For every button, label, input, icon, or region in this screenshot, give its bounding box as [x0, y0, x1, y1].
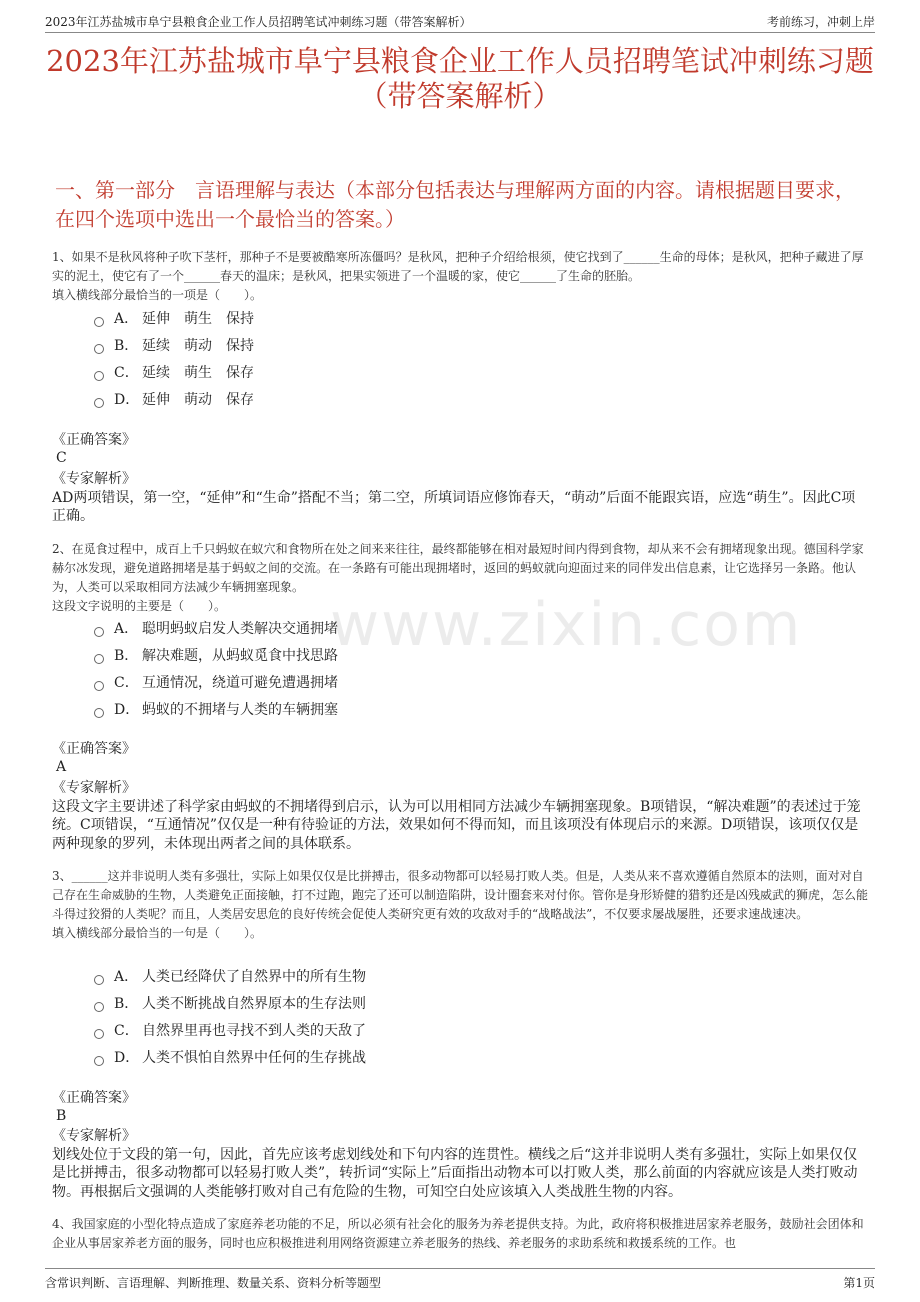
radio-icon[interactable] [94, 627, 104, 637]
question-2-analysis [52, 779, 868, 853]
question-1 [52, 248, 868, 305]
radio-icon[interactable] [94, 1002, 104, 1012]
option-b[interactable]: B． 延续 萌动 保持 [94, 332, 254, 359]
analysis-text: 这段文字主要讲述了科学家由蚂蚁的不拥堵得到启示，认为可以用相同方法减少车辆拥塞现象。B项错误，“解决难题”的表述过于笼统。C项错误，“互通情况”仅仅是一种有待验证的方法，效果如何不得而知，而且该项没有体现启示的来源。D项错误，该项仅仅是两种现象的罗列，未体现出两者之间的具体联系。 [52, 798, 861, 852]
option-text: 延续 萌动 保持 [142, 337, 254, 354]
option-d[interactable]: D． 延伸 萌动 保存 [94, 386, 254, 413]
header-doc-title: 2023年江苏盐城市阜宁县粮食企业工作人员招聘笔试冲刺练习题（带答案解析） [45, 15, 472, 29]
option-a[interactable]: A． 人类已经降伏了自然界中的所有生物 [94, 963, 366, 990]
option-c[interactable]: C． 互通情况，绕道可避免遭遇拥堵 [94, 669, 338, 696]
radio-icon[interactable] [94, 398, 104, 408]
question-2-options [94, 615, 338, 723]
radio-icon[interactable] [94, 344, 104, 354]
question-2-answer [52, 740, 868, 776]
analysis-label: 《专家解析》 [52, 471, 136, 487]
option-text: 人类已经降伏了自然界中的所有生物 [142, 968, 366, 985]
question-1-options [94, 305, 254, 413]
answer-value: A [56, 759, 67, 775]
option-text: 解决难题，从蚂蚁觅食中找思路 [142, 647, 338, 664]
option-text: 聪明蚂蚁启发人类解决交通拥堵 [142, 620, 338, 637]
option-c[interactable]: C． 延续 萌生 保存 [94, 359, 254, 386]
question-3-answer [52, 1089, 868, 1125]
page-header [45, 10, 875, 33]
option-a[interactable]: A． 延伸 萌生 保持 [94, 305, 254, 332]
answer-value: B [56, 1108, 67, 1124]
answer-label: 《正确答案》 [52, 1090, 136, 1106]
question-4 [52, 1215, 868, 1253]
question-1-answer [52, 431, 868, 467]
question-3-prompt: 填入横线部分最恰当的一句是（ ）。 [52, 926, 263, 940]
option-text: 互通情况，绕道可避免遭遇拥堵 [142, 674, 338, 691]
option-text: 蚂蚁的不拥堵与人类的车辆拥塞 [142, 701, 338, 718]
option-a[interactable]: A． 聪明蚂蚁启发人类解决交通拥堵 [94, 615, 338, 642]
question-4-text: 4、我国家庭的小型化特点造成了家庭养老功能的不足，所以必须有社会化的服务为养老提供支持。为此，政府将积极推进居家养老服务，鼓励社会团体和企业从事居家养老方面的服务，同时也应积极推进利用网络资源建立养老服务的热线、养老服务的求助系统和救援系统的工作。也 [52, 1217, 864, 1250]
option-text: 人类不断挑战自然界原本的生存法则 [142, 995, 366, 1012]
radio-icon[interactable] [94, 708, 104, 718]
radio-icon[interactable] [94, 371, 104, 381]
analysis-label: 《专家解析》 [52, 780, 136, 796]
radio-icon[interactable] [94, 1056, 104, 1066]
answer-label: 《正确答案》 [52, 741, 136, 757]
radio-icon[interactable] [94, 975, 104, 985]
option-d[interactable]: D． 蚂蚁的不拥堵与人类的车辆拥塞 [94, 696, 338, 723]
option-c[interactable]: C． 自然界里再也寻找不到人类的天敌了 [94, 1017, 366, 1044]
analysis-label: 《专家解析》 [52, 1128, 136, 1144]
radio-icon[interactable] [94, 317, 104, 327]
option-text: 延续 萌生 保存 [142, 364, 254, 381]
question-1-text: 1、如果不是秋风将种子吹下茎杆，那种子不是要被酷寒所冻僵吗？是秋风，把种子介绍给根须，使它找到了______生命的母体；是秋风，把种子藏进了厚实的泥土，使它有了一个______春天的温床；是秋风，把果实领进了一个温暖的家，使它______了生命的胚胎。 [52, 250, 864, 283]
option-b[interactable]: B． 人类不断挑战自然界原本的生存法则 [94, 990, 366, 1017]
footer-note: 含常识判断、言语理解、判断推理、数量关系、资料分析等题型 [45, 1276, 382, 1290]
radio-icon[interactable] [94, 1029, 104, 1039]
option-text: 延伸 萌生 保持 [142, 310, 254, 327]
option-text: 人类不惧怕自然界中任何的生存挑战 [142, 1049, 366, 1066]
section-heading: 一、第一部分 言语理解与表达（本部分包括表达与理解两方面的内容。请根据题目要求，在四个选项中选出一个最恰当的答案。） [55, 178, 855, 231]
radio-icon[interactable] [94, 681, 104, 691]
document-title: 2023年江苏盐城市阜宁县粮食企业工作人员招聘笔试冲刺练习题（带答案解析） [46, 44, 874, 113]
radio-icon[interactable] [94, 654, 104, 664]
answer-label: 《正确答案》 [52, 432, 136, 448]
answer-value: C [56, 450, 67, 466]
header-slogan: 考前练习，冲刺上岸 [766, 15, 875, 29]
question-2-prompt: 这段文字说明的主要是（ ）。 [52, 599, 227, 613]
analysis-text: AD两项错误，第一空，“延伸”和“生命”搭配不当；第二空，所填词语应修饰春天，“萌动”后面不能跟宾语，应选“萌生”。因此C项正确。 [52, 489, 856, 524]
question-2 [52, 540, 868, 616]
option-text: 自然界里再也寻找不到人类的天敌了 [142, 1022, 366, 1039]
question-3-analysis [52, 1127, 868, 1201]
option-d[interactable]: D． 人类不惧怕自然界中任何的生存挑战 [94, 1044, 366, 1071]
page-footer [45, 1268, 875, 1293]
question-3-text: 3、______这并非说明人类有多强壮，实际上如果仅仅是比拼搏击，很多动物都可以轻易打败人类。但是，人类从来不喜欢遵循自然原本的法则，面对对自己存在生命威胁的生物，人类避免正面接触，打不过跑，跑完了还可以制造陷阱，设计圈套来对付你。管你是身形矫健的猎豹还是凶残威武的狮虎，怎么能斗得过狡猾的人类呢？而且，人类居安思危的良好传统会促使人类研究更有效的攻敌对手的“战略战法”，不仅要求屡战屡胜，还要求速战速决。 [52, 869, 869, 921]
option-b[interactable]: B． 解决难题，从蚂蚁觅食中找思路 [94, 642, 338, 669]
option-text: 延伸 萌动 保存 [142, 391, 254, 408]
analysis-text: 划线处位于文段的第一句，因此，首先应该考虑划线处和下句内容的连贯性。横线之后“这并非说明人类有多强壮，实际上如果仅仅是比拼搏击，很多动物都可以轻易打败人类”，转折词“实际上”后面指出动物本可以打败人类，那么前面的内容就应该是人类打败动物。再根据后文强调的人类能够打败对自己有危险的生物，可知空白处应该填入人类战胜生物的内容。 [52, 1146, 858, 1200]
watermark: www.zixin.com [330, 590, 803, 660]
question-2-text: 2、在觅食过程中，成百上千只蚂蚁在蚁穴和食物所在处之间来来往往，最终都能够在相对最短时间内得到食物，却从来不会有拥堵现象出现。德国科学家赫尔冰发现，避免道路拥堵是基于蚂蚁之间的交流。在一条路有可能出现拥堵时，返回的蚂蚁就向迎面过来的同伴发出信息素，让它选择另一条路。他认为，人类可以采取相同方法减少车辆拥塞现象。 [52, 542, 864, 594]
question-3 [52, 867, 868, 943]
question-1-prompt: 填入横线部分最恰当的一项是（ ）。 [52, 288, 263, 302]
question-1-analysis [52, 470, 868, 526]
page-number: 第1页 [843, 1276, 875, 1290]
question-3-options [94, 963, 366, 1071]
